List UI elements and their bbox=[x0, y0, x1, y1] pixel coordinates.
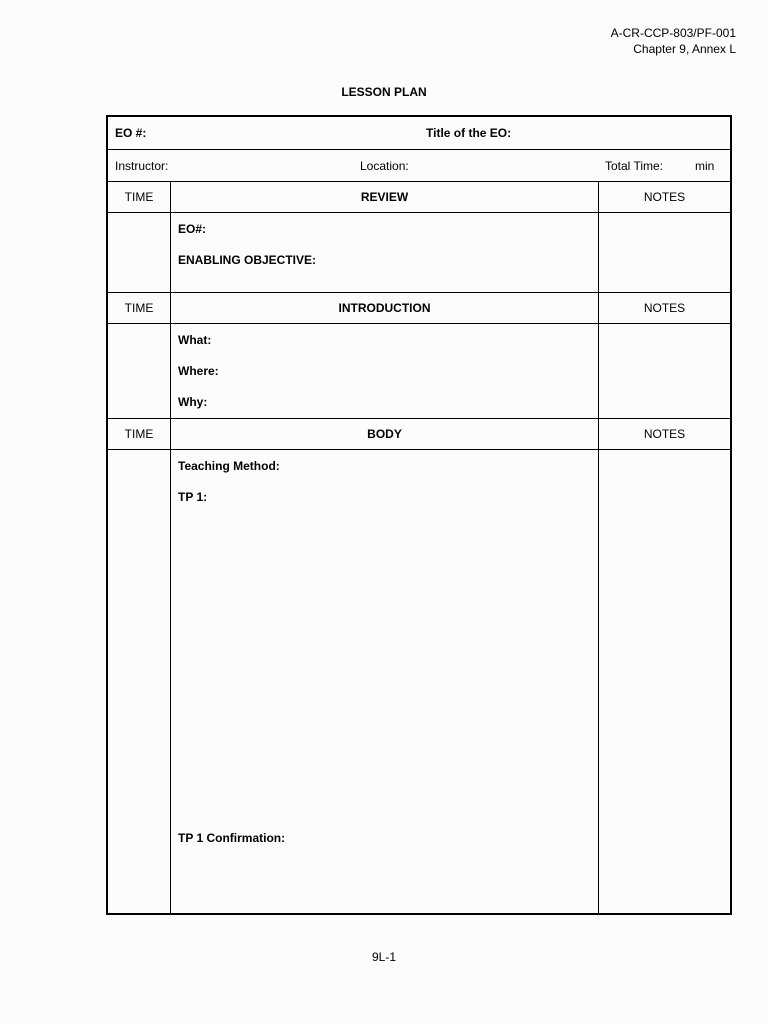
body-content-cell[interactable] bbox=[171, 450, 599, 913]
location-field[interactable]: Location: bbox=[360, 158, 409, 173]
body-notes-cell[interactable] bbox=[599, 450, 730, 913]
introduction-time-cell[interactable] bbox=[108, 324, 171, 418]
eo-number-field[interactable]: EO #: bbox=[115, 126, 147, 140]
introduction-header-row bbox=[108, 293, 730, 324]
eo-title-field[interactable]: Title of the EO: bbox=[426, 126, 512, 140]
review-eo-label: EO#: bbox=[178, 222, 207, 236]
introduction-time-header: TIME bbox=[108, 293, 171, 323]
introduction-heading: INTRODUCTION bbox=[171, 293, 599, 323]
introduction-notes-cell[interactable] bbox=[599, 324, 730, 418]
total-time-field[interactable]: Total Time: bbox=[605, 158, 664, 173]
body-heading: BODY bbox=[171, 419, 599, 449]
why-label: Why: bbox=[178, 395, 208, 409]
body-time-cell[interactable] bbox=[108, 450, 171, 913]
body-content-row bbox=[108, 450, 730, 913]
where-label: Where: bbox=[178, 364, 219, 378]
instructor-row bbox=[108, 150, 730, 182]
document-code: A-CR-CCP-803/PF-001 bbox=[610, 26, 736, 40]
chapter-annex: Chapter 9, Annex L bbox=[633, 42, 736, 56]
review-notes-header: NOTES bbox=[643, 190, 686, 204]
lesson-plan-form bbox=[106, 115, 732, 915]
body-notes-header: NOTES bbox=[643, 427, 686, 441]
enabling-objective-label: ENABLING OBJECTIVE: bbox=[178, 253, 317, 267]
eo-row bbox=[108, 117, 730, 150]
introduction-content-cell[interactable] bbox=[171, 324, 599, 418]
time-unit-label: min bbox=[695, 158, 715, 173]
review-content-row bbox=[108, 213, 730, 293]
review-time-cell[interactable] bbox=[108, 213, 171, 292]
review-time-header: TIME bbox=[108, 182, 171, 212]
what-label: What: bbox=[178, 333, 212, 347]
instructor-field[interactable]: Instructor: bbox=[115, 158, 169, 173]
tp1-label: TP 1: bbox=[178, 490, 208, 504]
introduction-notes-header: NOTES bbox=[643, 301, 686, 315]
teaching-method-label: Teaching Method: bbox=[178, 459, 280, 473]
review-notes-cell[interactable] bbox=[599, 213, 730, 292]
review-content-cell[interactable] bbox=[171, 213, 599, 292]
review-header-row bbox=[108, 182, 730, 213]
page-title: LESSON PLAN bbox=[341, 85, 427, 99]
tp1-confirmation-label: TP 1 Confirmation: bbox=[178, 831, 286, 845]
introduction-content-row bbox=[108, 324, 730, 419]
page-number: 9L-1 bbox=[371, 950, 397, 964]
document-reference bbox=[611, 25, 736, 57]
review-heading: REVIEW bbox=[171, 182, 599, 212]
body-time-header: TIME bbox=[108, 419, 171, 449]
body-header-row bbox=[108, 419, 730, 450]
